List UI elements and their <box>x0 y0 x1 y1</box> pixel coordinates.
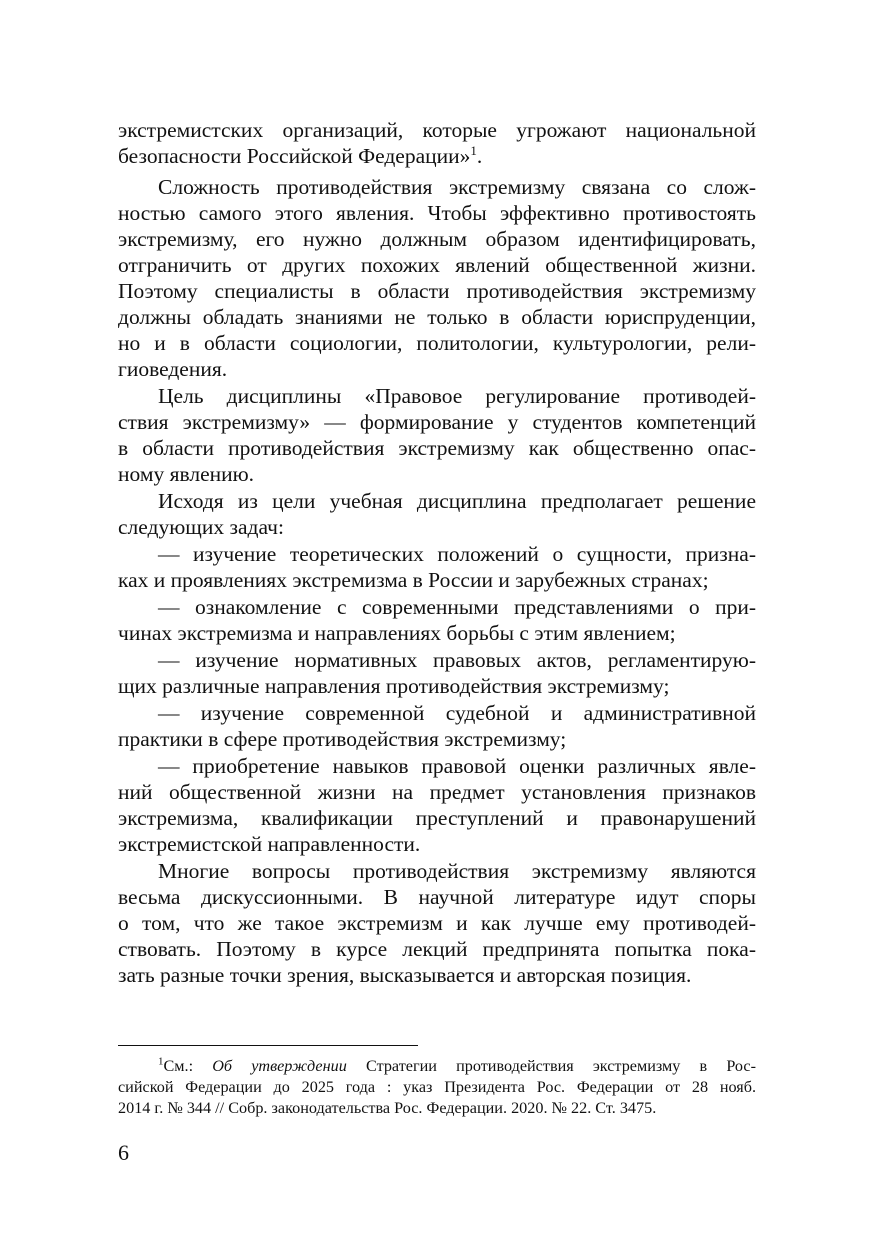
body-line: ствовать. Поэтому в курсе лекций предпринята попытка пока- <box>118 937 756 961</box>
list-item-line: ках и проявлениях экстремизма в России и зарубежных странах; <box>118 568 709 592</box>
footnote-reference[interactable]: 1 <box>470 142 477 158</box>
body-line-text: безопасности Российской Федерации» <box>118 144 471 168</box>
body-line: весьма дискуссионными. В научной литературе идут споры <box>118 885 756 909</box>
sentence-period: . <box>476 144 483 168</box>
footnote-line: сийской Федерации до 2025 года : указ Президента Рос. Федерации от 28 нояб. <box>118 1078 756 1096</box>
footnote-line: 2014 г. № 344 // Собр. законодательства Рос. Федерации. 2020. № 22. Ст. 3475. <box>118 1099 657 1117</box>
list-item-first-line: — изучение современной судебной и административной <box>158 701 756 725</box>
paragraph-first-line: Цель дисциплины «Правовое регулирование противодей- <box>158 384 756 408</box>
body-line: ностью самого этого явления. Чтобы эффективно противостоять <box>118 201 756 225</box>
list-item-line: экстремизма, квалификации преступлений и правонарушений <box>118 806 756 830</box>
body-line-with-footnote-ref <box>118 143 756 169</box>
body-line: экстремизму, его нужно должным образом идентифицировать, <box>118 227 756 251</box>
page-number: 6 <box>118 1140 129 1165</box>
body-line: Поэтому специалисты в области противодействия экстремизму <box>118 279 756 303</box>
body-line: но и в области социологии, политологии, культурологии, рели- <box>118 331 756 355</box>
body-line: о том, что же такое экстремизм и как лучше ему противодей- <box>118 911 756 935</box>
paragraph-first-line: Многие вопросы противодействия экстремизму являются <box>158 859 756 883</box>
body-line: экстремистских организаций, которые угрожают национальной <box>118 118 756 142</box>
body-line: следующих задач: <box>118 515 284 539</box>
list-item-first-line: — изучение теоретических положений о сущности, призна- <box>158 542 756 566</box>
list-item-line: ний общественной жизни на предмет установления признаков <box>118 780 756 804</box>
list-item-line: щих различные направления противодействия экстремизму; <box>118 674 670 698</box>
footnote-text: Стратегии противодействия экстремизму в Рос- <box>346 1057 756 1075</box>
footnote-italic-title: Об утверждении <box>212 1057 347 1075</box>
list-item-first-line: — приобретение навыков правовой оценки различных явле- <box>158 754 756 778</box>
footnote-number: 1 <box>158 1055 164 1068</box>
body-line: в области противодействия экстремизму как общественно опас- <box>118 436 756 460</box>
paragraph-first-line: Исходя из цели учебная дисциплина предполагает решение <box>158 489 756 513</box>
body-line: отграничить от других похожих явлений общественной жизни. <box>118 253 756 277</box>
footnote-first-line <box>158 1056 756 1077</box>
body-line: гиоведения. <box>118 357 228 381</box>
list-item-first-line: — изучение нормативных правовых актов, регламентирую- <box>158 648 756 672</box>
paragraph-first-line: Сложность противодействия экстремизму связана со слож- <box>158 175 756 199</box>
body-line: зать разные точки зрения, высказывается и авторская позиция. <box>118 963 692 987</box>
footnote-separator <box>118 1045 418 1046</box>
footnote-prefix: См.: <box>163 1057 213 1075</box>
body-line: должны обладать знаниями не только в области юриспруденции, <box>118 305 756 329</box>
list-item-first-line: — ознакомление с современными представлениями о при- <box>158 595 756 619</box>
body-line: ному явлению. <box>118 462 255 486</box>
list-item-line: экстремистской направленности. <box>118 832 421 856</box>
list-item-line: чинах экстремизма и направлениях борьбы с этим явлением; <box>118 621 676 645</box>
body-line: ствия экстремизму» — формирование у студентов компетенций <box>118 410 756 434</box>
list-item-line: практики в сфере противодействия экстремизму; <box>118 727 567 751</box>
